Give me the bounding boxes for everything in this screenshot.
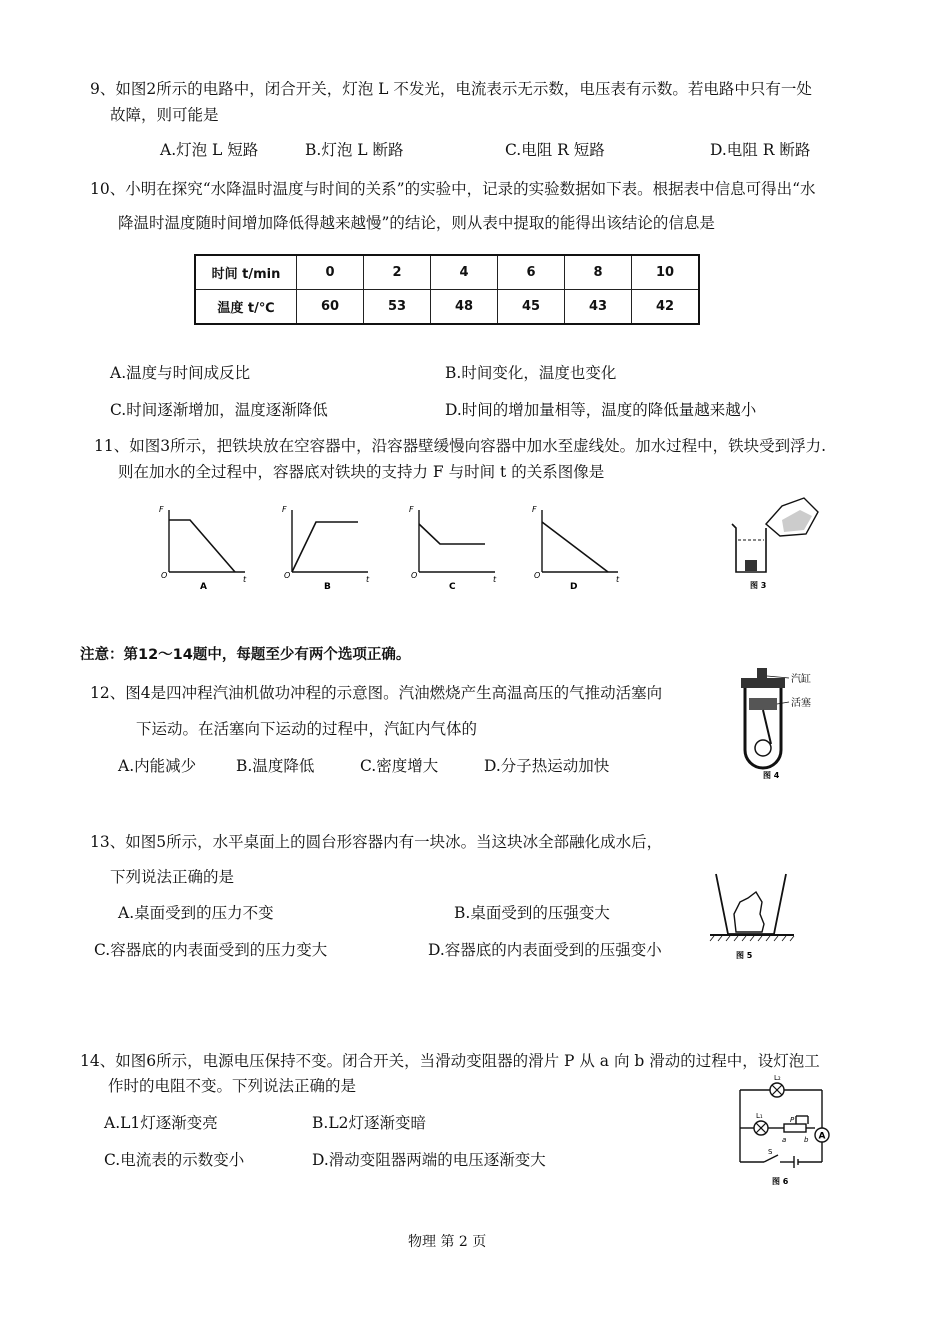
graph-label: A — [200, 582, 207, 592]
q14-option-b: B.L2灯逐渐变暗 — [312, 1114, 426, 1132]
q12-option-c: C.密度增大 — [360, 757, 439, 775]
table-cell: 2 — [364, 255, 431, 290]
table-cell: 10 — [632, 255, 700, 290]
lamp-l2-icon — [770, 1083, 784, 1097]
figure-caption: 图 4 — [763, 771, 780, 780]
figure-4-engine — [735, 660, 840, 782]
axis-y-label: F — [282, 505, 287, 514]
q12-option-b: B.温度降低 — [236, 757, 315, 775]
terminal-a-label: a — [782, 1136, 787, 1144]
q9-stem-line1: 9、如图2所示的电路中，闭合开关，灯泡 L 不发光，电流表示无示数，电压表有示数。若电路中只有一处 — [90, 80, 812, 98]
q10-stem-line1: 10、小明在探究“水降温时温度与时间的关系”的实验中，记录的实验数据如下表。根据表中信息可得出“水 — [90, 180, 816, 198]
q12-stem-line2: 下运动。在活塞向下运动的过程中，汽缸内气体的 — [136, 720, 478, 738]
cylinder-label: 汽缸 — [791, 674, 811, 685]
q9-option-b: B.灯泡 L 断路 — [305, 141, 404, 159]
q13-stem-line1: 13、如图5所示，水平桌面上的圆台形容器内有一块冰。当这块冰全部融化成水后， — [90, 833, 663, 851]
q9-option-a: A.灯泡 L 短路 — [160, 141, 259, 159]
figure-5-container — [708, 868, 798, 964]
piston-label: 活塞 — [791, 698, 811, 709]
graph-label: B — [324, 582, 331, 592]
l1-label: L₁ — [756, 1112, 763, 1120]
origin-label: O — [534, 571, 541, 580]
piston-icon — [749, 698, 777, 710]
q13-option-c: C.容器底的内表面受到的压力变大 — [94, 941, 328, 959]
figure-6-circuit — [734, 1070, 834, 1188]
figure-3-beaker — [722, 496, 822, 596]
axis-x-label: t — [243, 575, 247, 584]
graph-b — [278, 500, 378, 592]
graph-label: C — [449, 582, 456, 592]
q14-stem-line1: 14、如图6所示，电源电压保持不变。闭合开关，当滑动变阻器的滑片 P 从 a 向 b 滑动的过程中，设灯泡工 — [80, 1052, 820, 1070]
switch-label: S — [768, 1148, 773, 1156]
graph-label: D — [570, 582, 578, 592]
table-cell: 4 — [431, 255, 498, 290]
q9-option-d: D.电阻 R 断路 — [710, 141, 811, 159]
table-cell: 0 — [297, 255, 364, 290]
ammeter-label: A — [818, 1131, 826, 1142]
graph-d — [528, 500, 628, 592]
axis-y-label: F — [159, 505, 164, 514]
page-footer: 物理 第 2 页 — [408, 1234, 487, 1250]
q10-option-c: C.时间逐渐增加，温度逐渐降低 — [110, 401, 328, 419]
q9-stem-line2: 故障，则可能是 — [110, 106, 219, 124]
q12-stem-line1: 12、图4是四冲程汽油机做功冲程的示意图。汽油燃烧产生高温高压的气推动活塞向 — [90, 684, 663, 702]
q14-option-c: C.电流表的示数变小 — [104, 1151, 245, 1169]
q10-option-b: B.时间变化，温度也变化 — [445, 364, 617, 382]
q11-stem-line1: 11、如图3所示，把铁块放在空容器中，沿容器壁缓慢向容器中加水至虚线处。加水过程中，铁块受到浮力. — [94, 437, 827, 455]
origin-label: O — [161, 571, 168, 580]
q10-option-d: D.时间的增加量相等，温度的降低量越来越小 — [445, 401, 757, 419]
l2-label: L₂ — [774, 1074, 781, 1082]
axis-x-label: t — [616, 575, 620, 584]
slider-p-label: P — [790, 1116, 795, 1124]
q13-option-a: A.桌面受到的压力不变 — [118, 904, 274, 922]
q13-stem-line2: 下列说法正确的是 — [110, 868, 235, 886]
spark-plug-icon — [757, 668, 767, 678]
table-cell: 6 — [498, 255, 565, 290]
axis-x-label: t — [366, 575, 370, 584]
table-row — [195, 290, 699, 325]
lamp-l1-icon — [754, 1121, 768, 1135]
figure-caption: 图 5 — [736, 951, 753, 960]
table-cell: 53 — [364, 290, 431, 325]
iron-block-icon — [745, 560, 757, 571]
origin-label: O — [284, 571, 291, 580]
q14-option-d: D.滑动变阻器两端的电压逐渐变大 — [312, 1151, 546, 1169]
axis-y-label: F — [532, 505, 537, 514]
table-cell: 60 — [297, 290, 364, 325]
graph-a — [155, 500, 255, 592]
origin-label: O — [411, 571, 418, 580]
q12-option-d: D.分子热运动加快 — [484, 757, 610, 775]
table-cell: 45 — [498, 290, 565, 325]
ice-block-icon — [734, 892, 764, 932]
figure-caption: 图 3 — [750, 581, 767, 590]
table-row — [195, 255, 699, 290]
q13-option-b: B.桌面受到的压强变大 — [454, 904, 610, 922]
terminal-b-label: b — [804, 1136, 809, 1144]
figure-caption: 图 6 — [772, 1177, 789, 1186]
q9-option-c: C.电阻 R 短路 — [505, 141, 605, 159]
ammeter-icon — [815, 1128, 829, 1142]
q12-option-a: A.内能减少 — [118, 757, 197, 775]
q10-stem-line2: 降温时温度随时间增加降低得越来越慢”的结论，则从表中提取的能得出该结论的信息是 — [118, 214, 715, 232]
table-row-label: 温度 t/℃ — [195, 290, 297, 325]
table-cell: 42 — [632, 290, 700, 325]
q14-option-a: A.L1灯逐渐变亮 — [104, 1114, 218, 1132]
temperature-time-table — [194, 254, 700, 325]
axis-x-label: t — [493, 575, 497, 584]
q14-stem-line2: 作时的电阻不变。下列说法正确的是 — [108, 1077, 357, 1095]
axis-y-label: F — [409, 505, 414, 514]
q13-option-d: D.容器底的内表面受到的压强变小 — [428, 941, 662, 959]
table-cell: 8 — [565, 255, 632, 290]
table-row-label: 时间 t/min — [195, 255, 297, 290]
q10-option-a: A.温度与时间成反比 — [110, 364, 251, 382]
graph-c — [405, 500, 505, 592]
table-cell: 43 — [565, 290, 632, 325]
note-multiple-answers: 注意：第12～14题中，每题至少有两个选项正确。 — [80, 647, 411, 663]
table-cell: 48 — [431, 290, 498, 325]
q11-stem-line2: 则在加水的全过程中，容器底对铁块的支持力 F 与时间 t 的关系图像是 — [118, 463, 605, 481]
